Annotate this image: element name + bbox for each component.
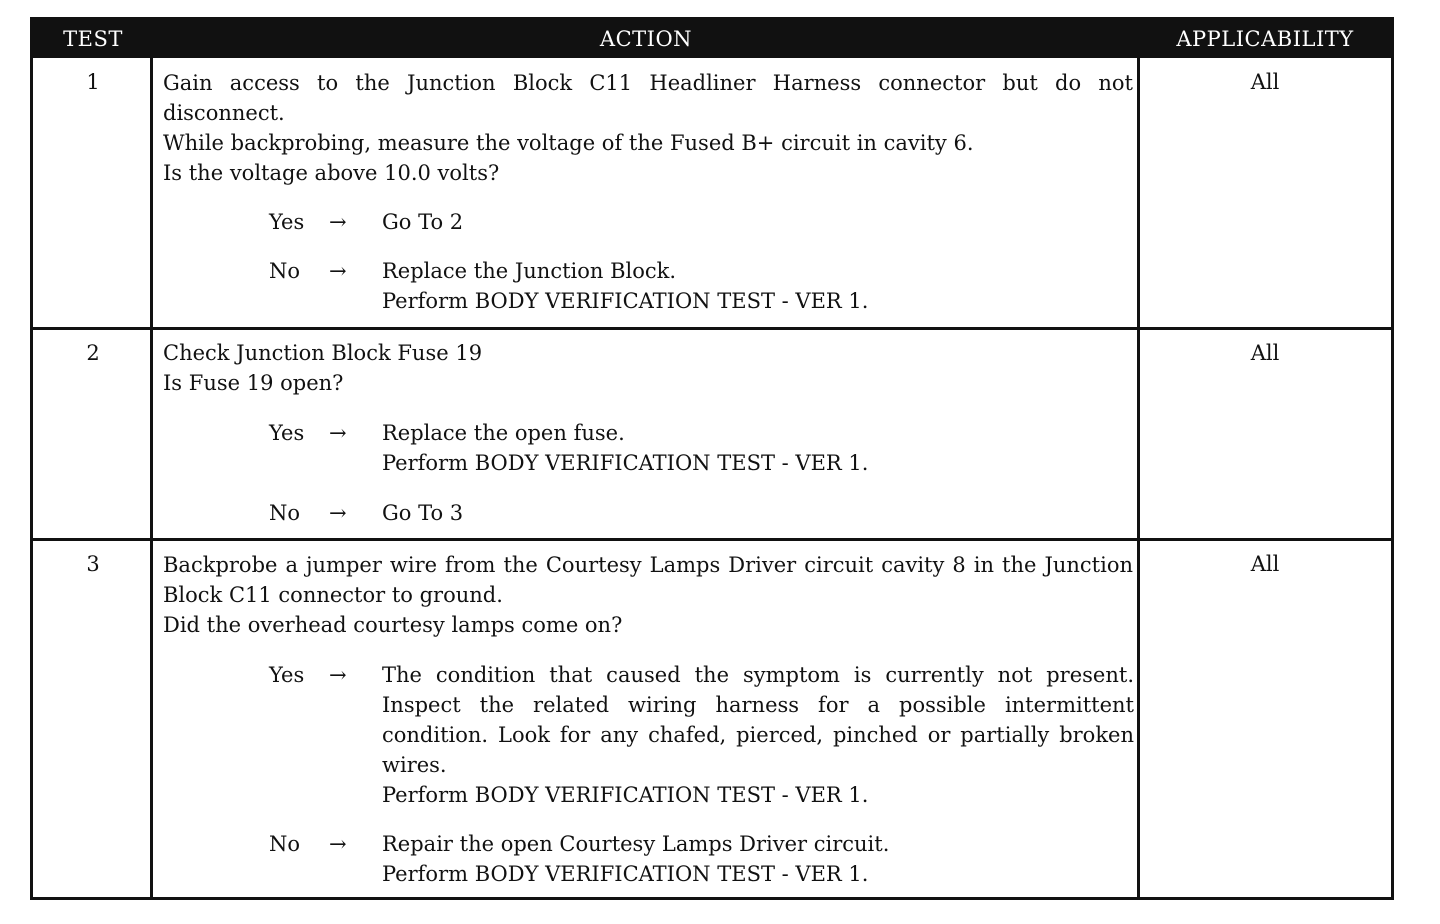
- header-applicability: APPLICABILITY: [1176, 27, 1354, 51]
- no-label: No: [269, 832, 301, 856]
- action-line: Is Fuse 19 open?: [163, 371, 344, 395]
- yes-label: Yes: [269, 210, 305, 234]
- action-text: [163, 550, 1133, 640]
- result-line: The condition that caused the symptom is currently not present. Inspect the related wiring harness for a possible intermittent condition. Look for any chafed, pierced, pinched or partially broken wires.: [382, 663, 1134, 777]
- result-line: Replace the Junction Block.: [382, 259, 677, 283]
- action-line: While backprobing, measure the voltage of the Fused B+ circuit in cavity 6.: [163, 131, 974, 155]
- result-line: Go To 2: [382, 210, 464, 234]
- yes-label: Yes: [269, 421, 305, 445]
- header-test: TEST: [63, 27, 123, 51]
- row-divider: [33, 327, 1391, 330]
- test-number: 3: [86, 552, 100, 576]
- result-line: Perform BODY VERIFICATION TEST - VER 1.: [382, 451, 869, 475]
- column-divider: [1137, 58, 1140, 897]
- arrow-icon: →: [329, 259, 347, 283]
- applicability-value: All: [1250, 552, 1280, 576]
- result-line: Replace the open fuse.: [382, 421, 625, 445]
- arrow-icon: →: [329, 421, 347, 445]
- action-line: Is the voltage above 10.0 volts?: [163, 161, 500, 185]
- arrow-icon: →: [329, 663, 347, 687]
- no-label: No: [269, 501, 301, 525]
- result-line: Repair the open Courtesy Lamps Driver circuit.: [382, 832, 890, 856]
- table-header: [33, 20, 1391, 58]
- result-line: Perform BODY VERIFICATION TEST - VER 1.: [382, 289, 869, 313]
- action-text: [163, 338, 1133, 398]
- result-line: Go To 3: [382, 501, 464, 525]
- applicability-value: All: [1250, 70, 1280, 94]
- action-line: Check Junction Block Fuse 19: [163, 341, 483, 365]
- arrow-icon: →: [329, 832, 347, 856]
- arrow-icon: →: [329, 501, 347, 525]
- action-line: Backprobe a jumper wire from the Courtesy Lamps Driver circuit cavity 8 in the Junction Block C11 connector to ground.: [163, 553, 1133, 607]
- column-divider: [150, 58, 153, 897]
- arrow-icon: →: [329, 210, 347, 234]
- action-line: Did the overhead courtesy lamps come on?: [163, 613, 623, 637]
- no-label: No: [269, 259, 301, 283]
- result-line: Perform BODY VERIFICATION TEST - VER 1.: [382, 862, 869, 886]
- header-action: ACTION: [599, 27, 693, 51]
- test-number: 2: [86, 341, 100, 365]
- row-divider: [33, 538, 1391, 541]
- test-number: 1: [86, 70, 100, 94]
- yes-label: Yes: [269, 663, 305, 687]
- applicability-value: All: [1250, 341, 1280, 365]
- action-text: [163, 68, 1133, 188]
- action-line: Gain access to the Junction Block C11 Headliner Harness connector but do not disconnect.: [163, 71, 1133, 125]
- result-line: Perform BODY VERIFICATION TEST - VER 1.: [382, 783, 869, 807]
- diagnostic-table: [30, 17, 1394, 900]
